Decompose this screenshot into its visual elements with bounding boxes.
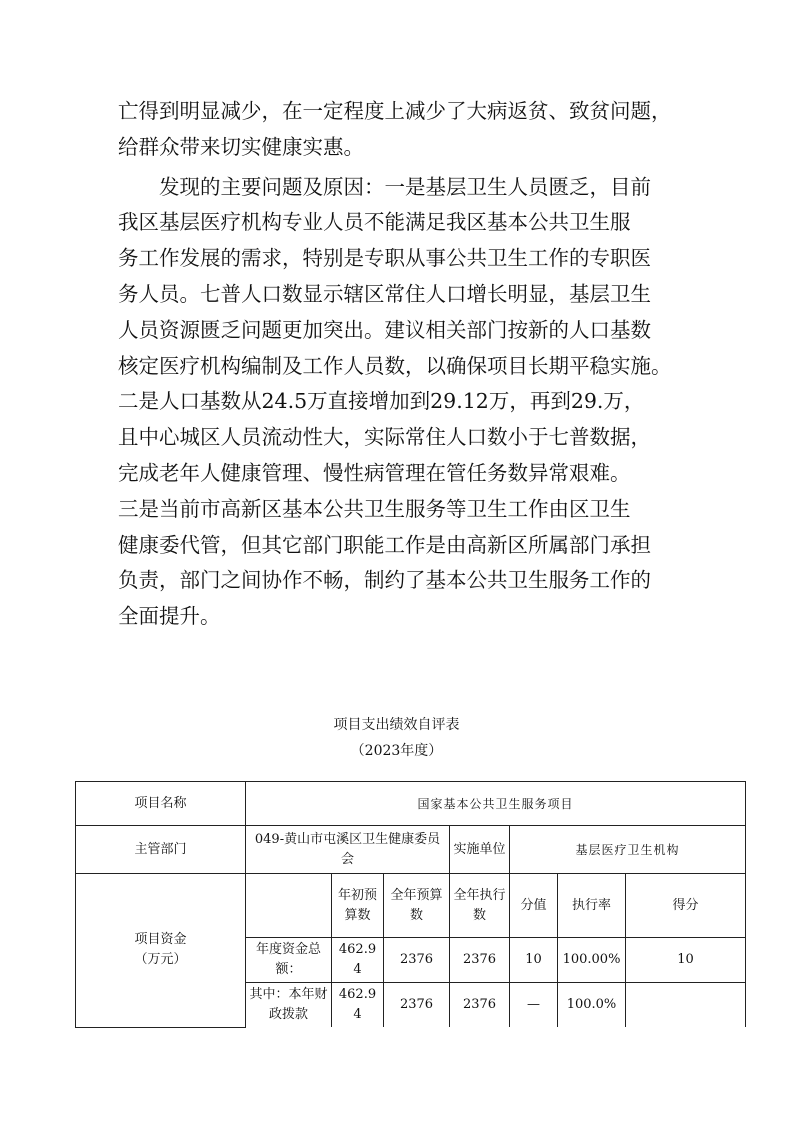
paragraph-line: 三是当前市高新区基本公共卫生服务等卫生工作由区卫生 [118,496,631,521]
table-cell: 其中：本年财政拨款 [246,983,332,1028]
table-subtitle: （2023年度） [350,743,443,759]
dept-value: 049-黄山市屯溪区卫生健康委员会 [246,826,450,874]
table-header-cell: 执行率 [558,874,626,938]
table-title: 项目支出绩效自评表 [333,717,460,733]
table-header-cell: 全年预算数 [384,874,450,938]
table-header-cell: 年初预算数 [332,874,384,938]
paragraph-line: 人员资源匮乏问题更加突出。建议相关部门按新的人口基数 [118,317,651,342]
table-cell: 2376 [384,938,450,983]
table-header-cell [246,874,332,938]
table-cell: 年度资金总额： [246,938,332,983]
paragraph-line: 二是人口基数从24.5万直接增加到29.12万，再到29.万， [118,389,645,414]
paragraph-line: 健康委代管，但其它部门职能工作是由高新区所属部门承担 [118,532,651,557]
paragraph-line: 且中心城区人员流动性大，实际常住人口数小于七普数据， [118,425,651,450]
report-body-text [118,94,690,635]
project-name-value: 国家基本公共卫生服务项目 [246,782,746,826]
dept-label: 主管部门 [76,826,246,874]
table-header-cell: 全年执行数 [450,874,510,938]
table-cell: 2376 [450,983,510,1028]
performance-evaluation-table [75,781,746,1028]
table-cell: 462.94 [332,983,384,1028]
project-name-label: 项目名称 [76,782,246,826]
paragraph-line: 发现的主要问题及原因：一是基层卫生人员匮乏，目前 [118,174,651,199]
table-cell: 2376 [384,983,450,1028]
paragraph-line: 完成老年人健康管理、慢性病管理在管任务数异常艰难。 [118,460,631,485]
paragraph-line: 给群众带来切实健康实惠。 [118,134,364,159]
table-header-cell: 分值 [510,874,558,938]
table-header-cell: 得分 [626,874,746,938]
impl-value: 基层医疗卫生机构 [510,826,746,874]
table-cell: 10 [626,938,746,983]
impl-label: 实施单位 [450,826,510,874]
paragraph-line: 我区基层医疗机构专业人员不能满足我区基本公共卫生服 [118,210,631,235]
paragraph-line: 务人员。七普人口数显示辖区常住人口增长明显，基层卫生 [118,281,651,306]
table-cell: — [510,983,558,1028]
table-cell: 2376 [450,938,510,983]
paragraph-line: 务工作发展的需求，特别是专职从事公共卫生工作的专职医 [118,246,651,271]
paragraph-line: 负责，部门之间协作不畅，制约了基本公共卫生服务工作的 [118,568,651,593]
table-cell: 462.94 [332,938,384,983]
table-cell [626,983,746,1028]
paragraph-line: 核定医疗机构编制及工作人员数，以确保项目长期平稳实施。 [118,353,672,378]
table-cell: 100.0% [558,983,626,1028]
table-cell: 100.00% [558,938,626,983]
paragraph-line: 亡得到明显减少，在一定程度上减少了大病返贫、致贫问题， [118,99,672,123]
funds-label: 项目资金（万元） [76,874,246,1028]
paragraph-line: 全面提升。 [118,604,221,629]
table-cell: 10 [510,938,558,983]
